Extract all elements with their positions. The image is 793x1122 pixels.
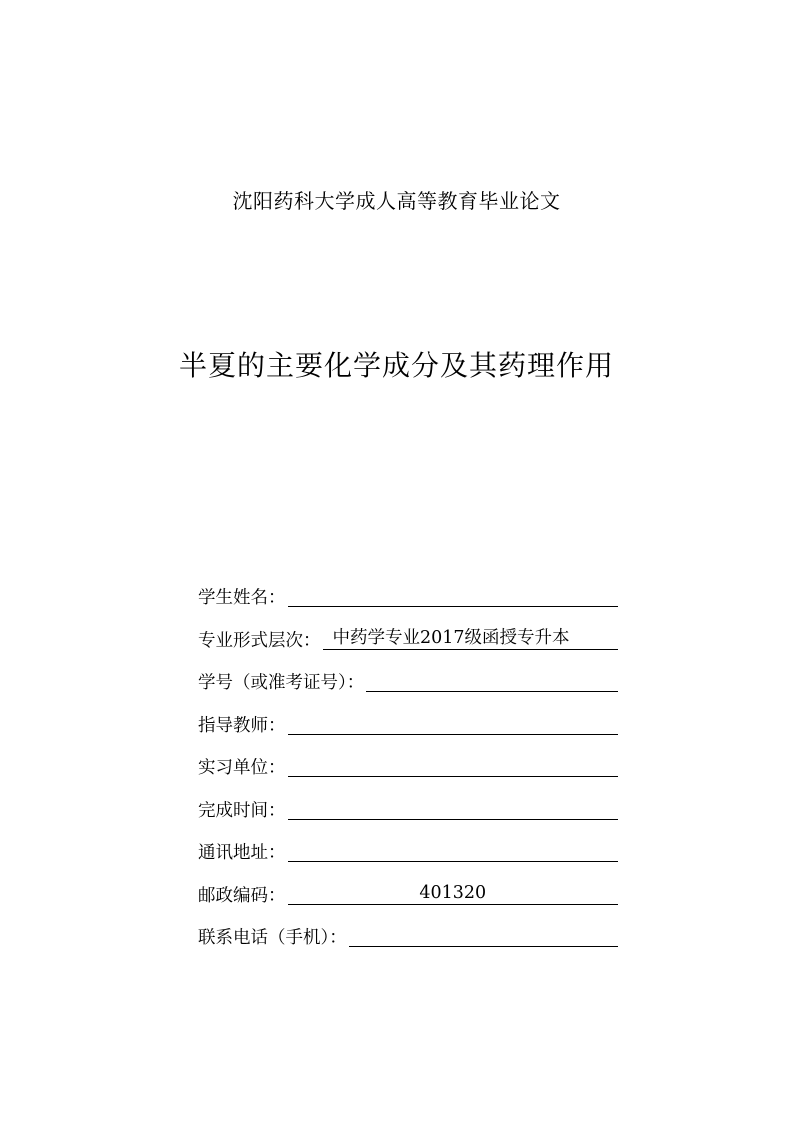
completion-time-value[interactable] (288, 797, 619, 820)
student-name-value[interactable] (288, 584, 619, 607)
address-value[interactable] (288, 839, 619, 862)
advisor-value[interactable] (288, 712, 619, 735)
field-address (198, 837, 618, 865)
field-label: 通讯地址： (198, 843, 286, 863)
field-label: 学生姓名： (198, 588, 286, 608)
university-header: 沈阳药科大学成人高等教育毕业论文 (232, 189, 561, 213)
field-major-level (198, 625, 618, 653)
info-form (198, 582, 618, 965)
field-postal-code (198, 880, 618, 908)
major-level-value[interactable]: 中药学专业2017级函授专升本 (323, 627, 619, 650)
student-id-value[interactable] (366, 669, 618, 692)
field-label: 实习单位： (198, 758, 286, 778)
field-student-name (198, 582, 618, 610)
field-label: 完成时间： (198, 800, 286, 821)
field-internship-unit (198, 752, 618, 780)
field-label: 指导教师： (198, 715, 286, 736)
field-label: 学号（或准考证号）： (198, 673, 365, 693)
field-phone (198, 922, 618, 950)
internship-unit-value[interactable] (288, 754, 619, 777)
thesis-title: 半夏的主要化学成分及其药理作用 (178, 349, 614, 382)
field-label: 专业形式层次： (198, 630, 321, 651)
field-label: 联系电话（手机）： (198, 928, 347, 948)
field-completion-time (198, 795, 618, 823)
postal-code-value[interactable]: 401320 (288, 882, 619, 905)
field-student-id (198, 667, 618, 695)
field-advisor (198, 710, 618, 738)
phone-value[interactable] (349, 924, 618, 947)
field-label: 邮政编码： (198, 885, 286, 906)
